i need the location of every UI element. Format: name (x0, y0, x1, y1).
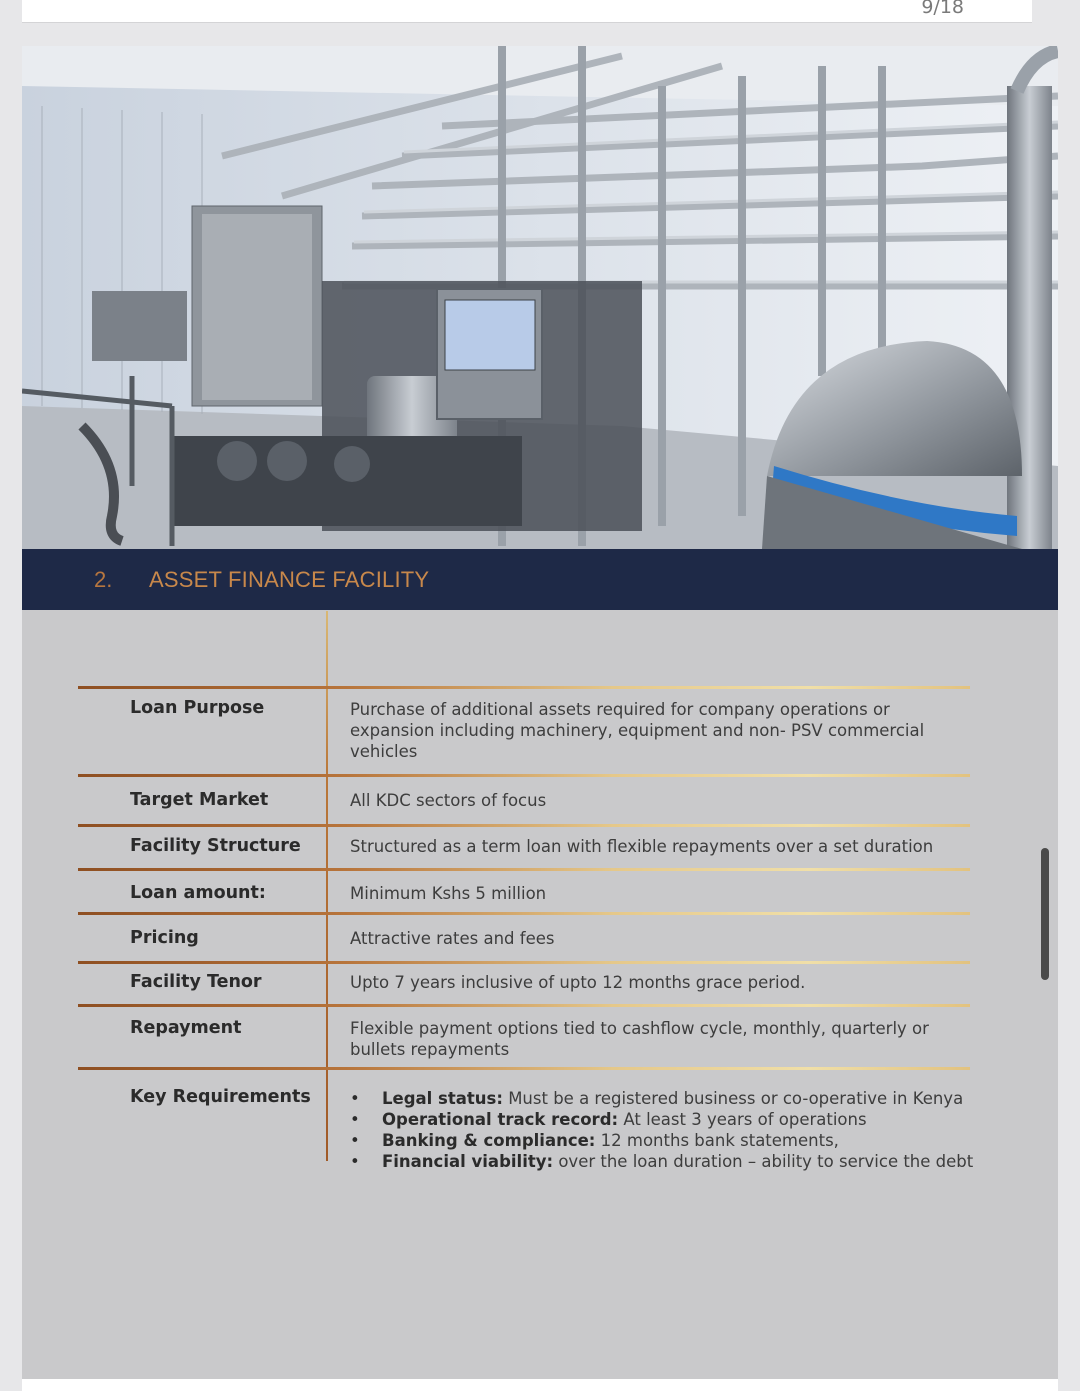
requirement-term: Legal status: (382, 1089, 503, 1108)
row-value-pricing: Attractive rates and fees (350, 929, 555, 948)
key-requirements-list (350, 1088, 1010, 1172)
requirement-text: At least 3 years of operations (618, 1110, 867, 1129)
next-page-edge (22, 1379, 1058, 1391)
table-column-divider (326, 611, 328, 1161)
row-label-facility-structure: Facility Structure (130, 836, 301, 856)
row-label-key-requirements: Key Requirements (130, 1087, 311, 1107)
row-label-target-market: Target Market (130, 790, 269, 810)
requirement-text: 12 months bank statements, (595, 1131, 839, 1150)
bullet: • (350, 1089, 360, 1108)
requirement-term: Financial viability: (382, 1152, 554, 1171)
section-title: ASSET FINANCE FACILITY (149, 567, 430, 592)
requirement-term: Operational track record: (382, 1110, 619, 1129)
factory-equipment-photo (22, 46, 1058, 549)
row-value-loan-purpose: Purchase of additional assets required for company operations or expansion including machinery, equipment and non- PSV commercial vehicles (350, 700, 925, 761)
previous-page-edge (22, 0, 1032, 23)
row-divider (78, 774, 970, 777)
row-divider (78, 912, 970, 915)
requirement-text: over the loan duration – ability to service the debt (553, 1152, 974, 1171)
list-item (350, 1151, 1010, 1172)
row-value-loan-amount: Minimum Kshs 5 million (350, 884, 547, 903)
row-value-target-market: All KDC sectors of focus (350, 791, 547, 810)
row-divider (78, 1067, 970, 1070)
row-label-loan-purpose: Loan Purpose (130, 698, 265, 718)
requirement-term: Banking & compliance: (382, 1131, 596, 1150)
bullet: • (350, 1131, 360, 1150)
bullet: • (350, 1152, 360, 1171)
row-value-facility-tenor: Upto 7 years inclusive of upto 12 months grace period. (350, 973, 806, 992)
list-item (350, 1088, 1010, 1109)
row-value-repayment: Flexible payment options tied to cashflow cycle, monthly, quarterly or bullets repayments (350, 1019, 929, 1059)
row-divider (78, 824, 970, 827)
page-indicator: 9/18 (921, 0, 964, 18)
row-divider (78, 868, 970, 871)
row-divider (78, 686, 970, 689)
row-divider (78, 1004, 970, 1007)
section-header-band (22, 549, 1058, 610)
section-number: 2. (94, 567, 113, 592)
scrollbar-thumb[interactable] (1041, 848, 1049, 980)
row-label-facility-tenor: Facility Tenor (130, 972, 262, 992)
list-item (350, 1109, 1010, 1130)
bullet: • (350, 1110, 360, 1129)
row-label-pricing: Pricing (130, 928, 199, 948)
row-divider (78, 961, 970, 964)
requirement-text: Must be a registered business or co-operative in Kenya (502, 1089, 964, 1108)
list-item (350, 1130, 1010, 1151)
row-value-facility-structure: Structured as a term loan with flexible repayments over a set duration (350, 837, 934, 856)
row-label-loan-amount: Loan amount: (130, 883, 266, 903)
row-label-repayment: Repayment (130, 1018, 242, 1038)
